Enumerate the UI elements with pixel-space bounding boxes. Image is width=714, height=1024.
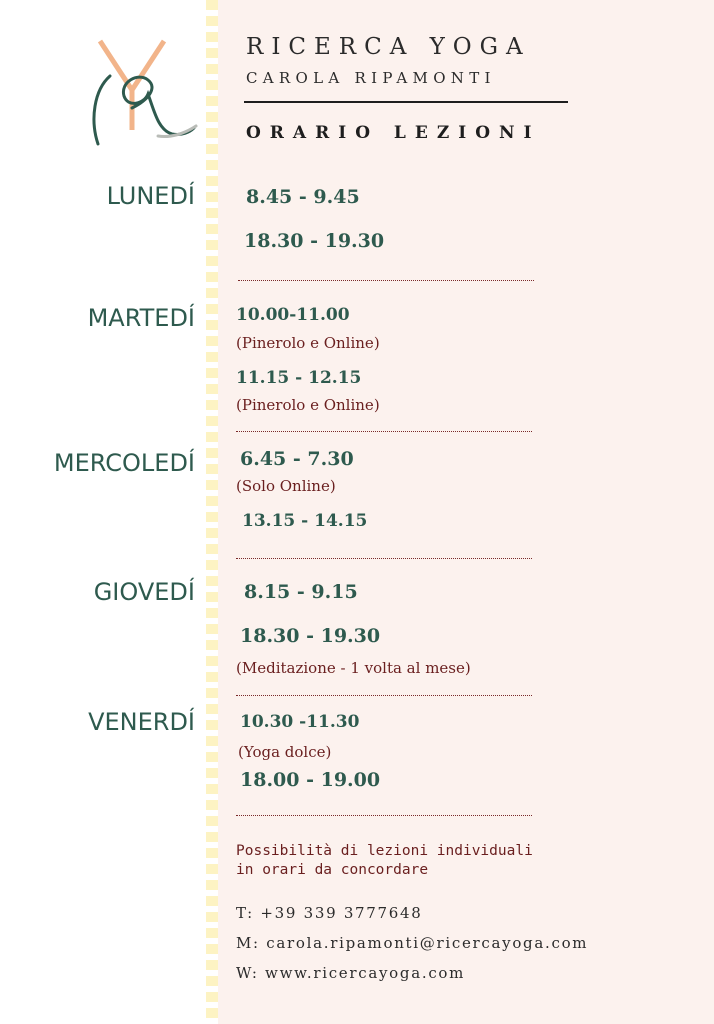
- header-subtitle: CAROLA RIPAMONTI: [246, 69, 496, 87]
- day-label-monday: LUNEDÍ: [106, 182, 195, 210]
- time-slot: 11.15 - 12.15: [236, 368, 362, 388]
- slot-note: (Pinerolo e Online): [236, 334, 380, 352]
- dotted-divider: [236, 695, 532, 696]
- dotted-divider: [236, 431, 532, 432]
- time-slot: 6.45 - 7.30: [240, 448, 354, 470]
- slot-note: (Meditazione - 1 volta al mese): [236, 659, 471, 677]
- time-slot: 13.15 - 14.15: [242, 511, 368, 531]
- header-title: RICERCA YOGA: [246, 34, 531, 60]
- notebook-spine: [206, 0, 218, 1024]
- dotted-divider: [236, 558, 532, 559]
- time-slot: 18.00 - 19.00: [240, 769, 381, 791]
- time-slot: 10.30 -11.30: [240, 712, 360, 732]
- slot-note: (Pinerolo e Online): [236, 396, 380, 414]
- time-slot: 18.30 - 19.30: [244, 230, 385, 252]
- dotted-divider: [238, 280, 534, 281]
- day-label-tuesday: MARTEDÍ: [87, 304, 195, 332]
- day-label-thursday: GIOVEDÍ: [93, 578, 195, 606]
- time-slot: 8.15 - 9.15: [244, 581, 358, 603]
- time-slot: 10.00-11.00: [236, 305, 350, 325]
- section-title: ORARIO LEZIONI: [246, 123, 541, 143]
- day-label-wednesday: MERCOLEDÍ: [53, 449, 195, 477]
- day-label-friday: VENERDÍ: [88, 708, 195, 736]
- dotted-divider: [236, 815, 532, 816]
- info-line: in orari da concordare: [236, 862, 429, 878]
- header-divider: [244, 101, 568, 103]
- info-line: Possibilità di lezioni individuali: [236, 843, 533, 859]
- email-contact[interactable]: M: carola.ripamonti@ricercayoga.com: [236, 934, 589, 952]
- individual-lessons-note: [236, 842, 533, 880]
- phone-contact[interactable]: T: +39 339 3777648: [236, 904, 423, 922]
- time-slot: 18.30 - 19.30: [240, 625, 381, 647]
- ricerca-yoga-logo: [88, 38, 198, 148]
- time-slot: 8.45 - 9.45: [246, 186, 360, 208]
- website-contact[interactable]: W: www.ricercayoga.com: [236, 964, 466, 982]
- slot-note: (Yoga dolce): [238, 743, 332, 761]
- slot-note: (Solo Online): [236, 477, 336, 495]
